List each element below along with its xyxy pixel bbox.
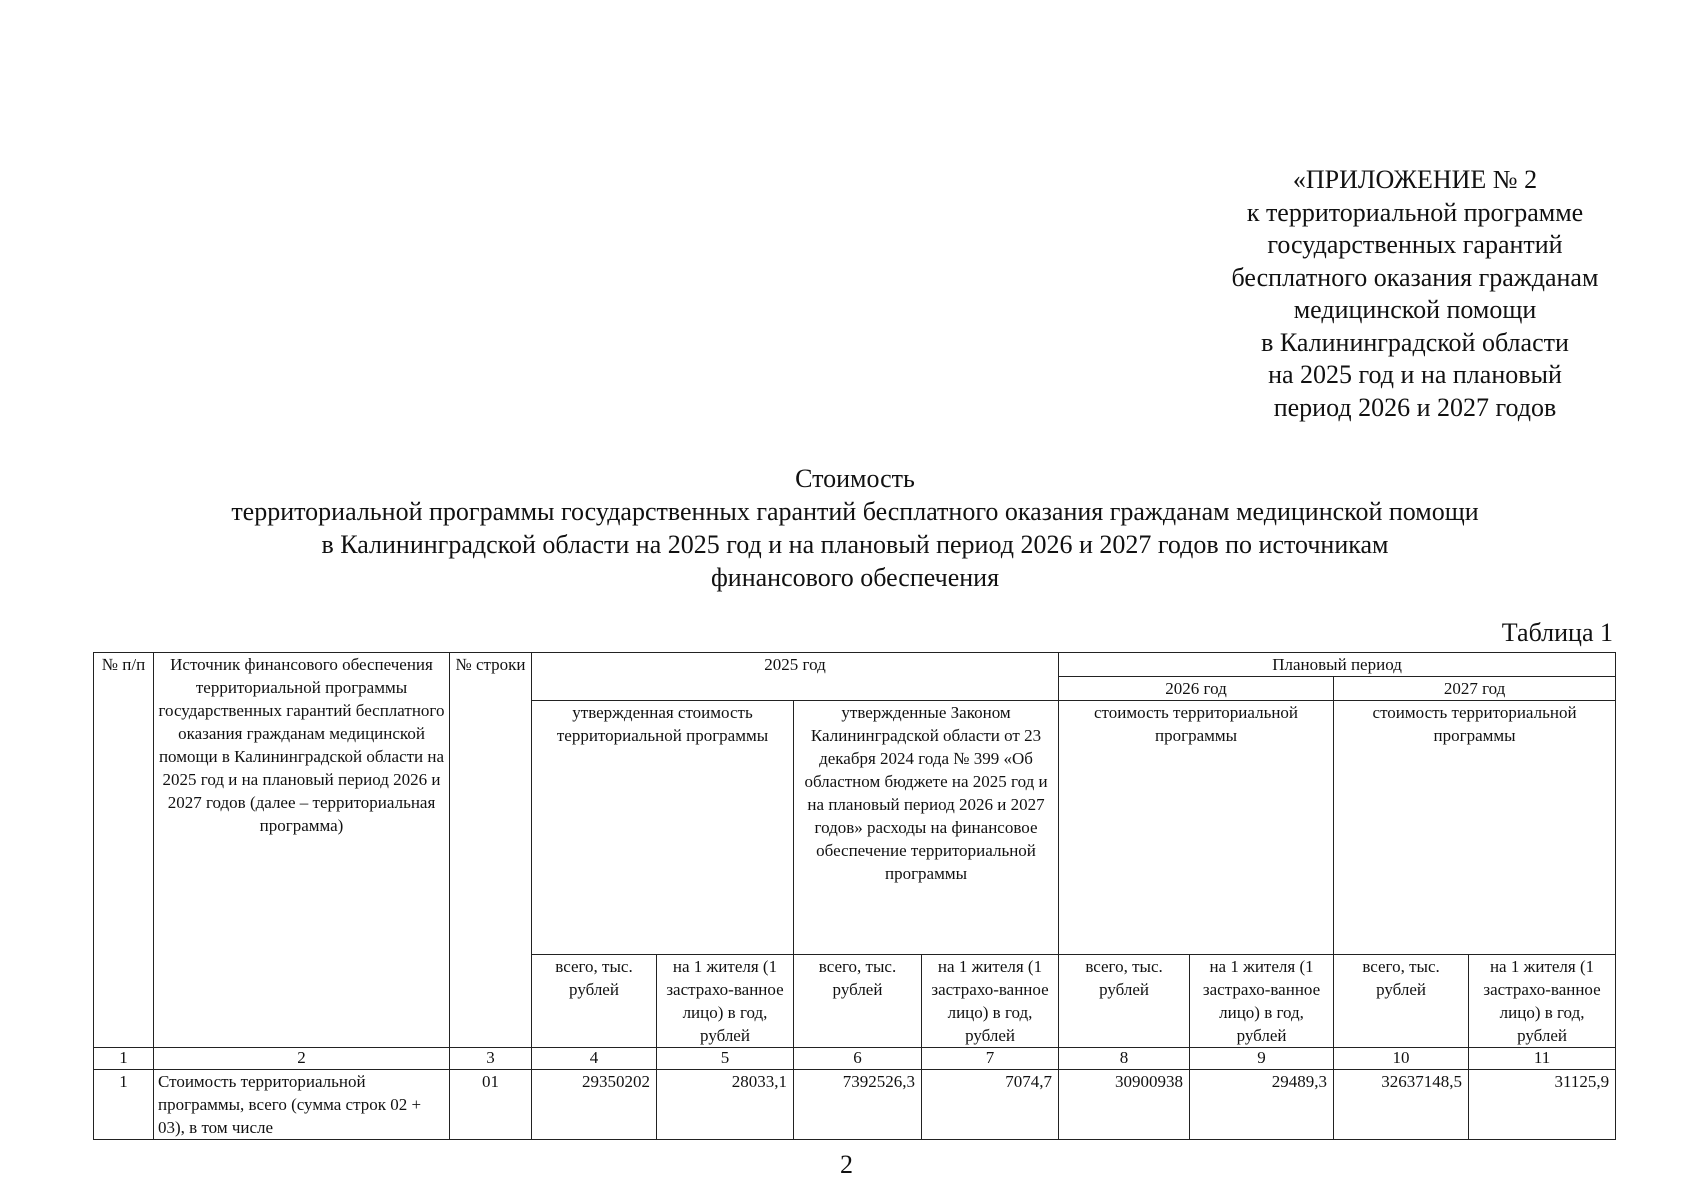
title-line: финансового обеспечения <box>710 563 1000 592</box>
header-2026: 2026 год <box>1059 677 1334 701</box>
column-number-row <box>94 1048 1616 1070</box>
row-code: 01 <box>450 1070 532 1140</box>
title-line: в Калининградской области на 2025 год и на плановый период 2026 и 2027 годов по источникам <box>321 530 1389 559</box>
cost-table <box>93 652 1616 1140</box>
header-per-capita: на 1 жителя (1 застрахо-ванное лицо) в год, рублей <box>922 955 1059 1048</box>
header-total: всего, тыс. рублей <box>532 955 657 1048</box>
cell-law-per-capita: 7074,7 <box>922 1070 1059 1140</box>
cell-2026-total: 30900938 <box>1059 1070 1190 1140</box>
header-cost-2026: стоимость территориальной программы <box>1059 701 1334 955</box>
cell-2027-per-capita: 31125,9 <box>1469 1070 1616 1140</box>
column-number: 10 <box>1334 1048 1469 1070</box>
header-per-capita: на 1 жителя (1 застрахо-ванное лицо) в год, рублей <box>657 955 794 1048</box>
header-per-capita: на 1 жителя (1 застрахо-ванное лицо) в год, рублей <box>1469 955 1616 1048</box>
row-source: Стоимость территориальной программы, всего (сумма строк 02 + 03), в том числе <box>154 1070 450 1140</box>
column-number: 6 <box>794 1048 922 1070</box>
table-row <box>94 1070 1616 1140</box>
header-approved-law: утвержденные Законом Калининградской области от 23 декабря 2024 года № 399 «Об областном бюджете на 2025 год и на плановый период 2026 и 2027 годов» расходы на финансовое обеспечение территориальной программы <box>794 701 1059 955</box>
column-number: 8 <box>1059 1048 1190 1070</box>
header-num: № п/п <box>94 653 154 1048</box>
header-cost-2027: стоимость территориальной программы <box>1334 701 1616 955</box>
column-number: 5 <box>657 1048 794 1070</box>
column-number: 9 <box>1190 1048 1334 1070</box>
title-line: территориальной программы государственных гарантий бесплатного оказания гражданам медицинской помощи <box>231 497 1479 526</box>
cell-2025-per-capita: 28033,1 <box>657 1070 794 1140</box>
header-planned-period: Плановый период <box>1059 653 1616 677</box>
appendix-line: медицинской помощи <box>1293 295 1537 324</box>
appendix-line: бесплатного оказания гражданам <box>1231 262 1599 292</box>
column-number: 2 <box>154 1048 450 1070</box>
appendix-line: в Калининградской области <box>1261 327 1569 357</box>
header-total: всего, тыс. рублей <box>1059 955 1190 1048</box>
column-number: 7 <box>922 1048 1059 1070</box>
appendix-line: государственных гарантий <box>1267 230 1563 259</box>
appendix-line: «ПРИЛОЖЕНИЕ № 2 <box>1292 165 1538 194</box>
document-title <box>90 462 1620 594</box>
header-2025: 2025 год <box>532 653 1059 701</box>
cell-law-total: 7392526,3 <box>794 1070 922 1140</box>
column-number: 3 <box>450 1048 532 1070</box>
header-total: всего, тыс. рублей <box>794 955 922 1048</box>
cell-2025-total: 29350202 <box>532 1070 657 1140</box>
page-number: 2 <box>840 1150 853 1179</box>
cell-2026-per-capita: 29489,3 <box>1190 1070 1334 1140</box>
table-label: Таблица 1 <box>1501 618 1613 647</box>
title-line: Стоимость <box>795 464 915 493</box>
column-number: 4 <box>532 1048 657 1070</box>
header-total: всего, тыс. рублей <box>1334 955 1469 1048</box>
appendix-line: к территориальной программе <box>1246 197 1584 227</box>
cell-2027-total: 32637148,5 <box>1334 1070 1469 1140</box>
column-number: 1 <box>94 1048 154 1070</box>
appendix-line: на 2025 год и на плановый <box>1268 360 1562 389</box>
row-num: 1 <box>94 1070 154 1140</box>
header-2027: 2027 год <box>1334 677 1616 701</box>
header-per-capita: на 1 жителя (1 застрахо-ванное лицо) в год, рублей <box>1190 955 1334 1048</box>
header-approved-cost: утвержденная стоимость территориальной программы <box>532 701 794 955</box>
appendix-header <box>1180 164 1650 424</box>
appendix-line: период 2026 и 2027 годов <box>1273 392 1557 422</box>
header-row-num: № строки <box>450 653 532 1048</box>
column-number: 11 <box>1469 1048 1616 1070</box>
header-source: Источник финансового обеспечения территориальной программы государственных гарантий бесплатного оказания гражданам медицинской помощи в Калининградской области на 2025 год и на плановый период 2026 и 2027 годов (далее – территориальная программа) <box>154 653 450 1048</box>
